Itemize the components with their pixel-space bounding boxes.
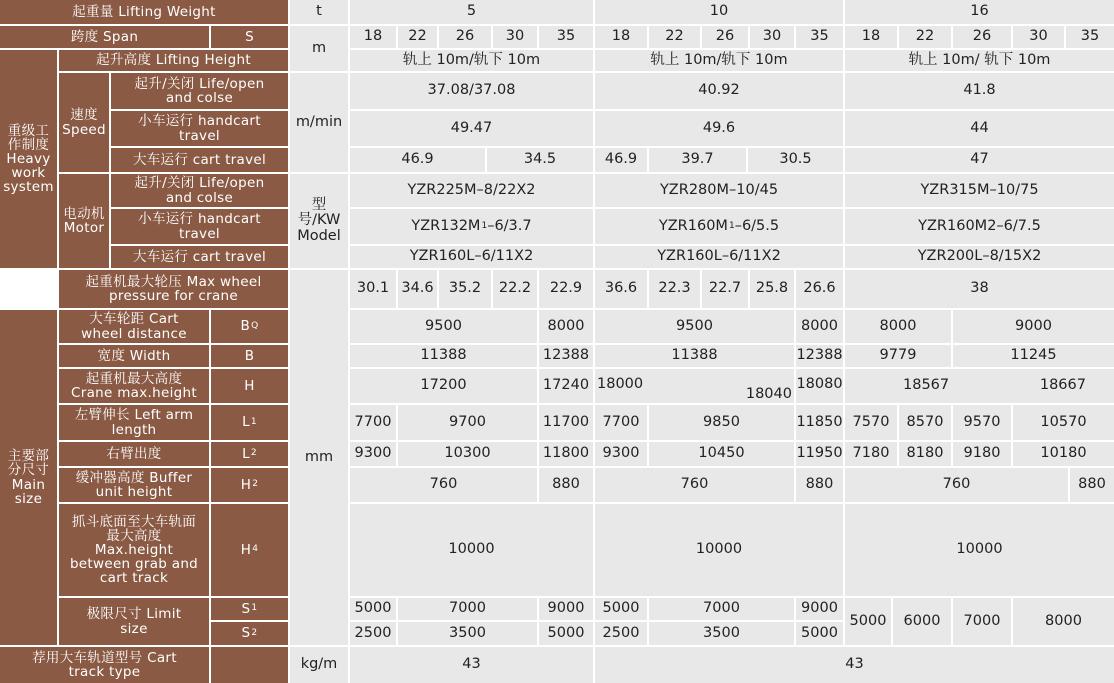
symbol-l2: L 2 <box>211 442 288 466</box>
s1-value: 9000 <box>539 598 593 620</box>
right-arm-value: 11950 <box>796 442 843 466</box>
buffer-value: 760 <box>350 468 537 502</box>
track-type-symbol <box>211 647 288 683</box>
main-size-label: 主要部 分尺寸 Main size <box>0 310 57 645</box>
crane-height-value-pair: 18567 18667 <box>845 369 1114 403</box>
wheel-pressure-value: 36.6 <box>595 270 647 308</box>
s-16t-value: 5000 <box>845 598 891 645</box>
motor-handcart-value: YZR160M2–6/7.5 <box>845 209 1114 244</box>
crane-height-value: 17240 <box>539 369 593 403</box>
heavy-work-system-label: 重级工 作制度 Heavy work system <box>0 50 57 268</box>
crane-height-value: 18080 <box>796 369 843 403</box>
span-value: 30 <box>750 26 794 48</box>
span-value: 26 <box>439 26 491 48</box>
right-arm-value: 10450 <box>649 442 794 466</box>
right-arm-value: 10300 <box>398 442 537 466</box>
buffer-value: 880 <box>796 468 843 502</box>
span-value: 22 <box>398 26 437 48</box>
speed-handcart-value: 44 <box>845 111 1114 146</box>
right-arm-value: 11800 <box>539 442 593 466</box>
span-value: 18 <box>595 26 647 48</box>
left-arm-value: 9850 <box>649 405 794 440</box>
left-arm-value: 7700 <box>350 405 396 440</box>
wheel-pressure-value: 30.1 <box>350 270 396 308</box>
s2-value: 2500 <box>595 622 647 645</box>
motor-cart-value: YZR160L–6/11X2 <box>595 246 843 268</box>
capacity-header: 16 <box>845 0 1114 24</box>
speed-cart-value: 47 <box>845 148 1114 172</box>
speed-cart-value: 46.9 <box>350 148 485 172</box>
left-arm-value: 9570 <box>953 405 1011 440</box>
left-arm-value: 8570 <box>899 405 951 440</box>
span-value: 22 <box>899 26 951 48</box>
speed-handcart-label: 小车运行 handcart travel <box>111 111 288 146</box>
track-type-value: 43 <box>350 647 593 683</box>
wheel-pressure-label: 起重机最大轮压 Max wheel pressure for crane <box>59 270 288 308</box>
left-arm-value: 10570 <box>1013 405 1114 440</box>
buffer-value: 880 <box>1070 468 1114 502</box>
width-value: 12388 <box>539 345 593 367</box>
symbol-b: B <box>211 345 288 367</box>
right-arm-value: 9300 <box>350 442 396 466</box>
right-arm-value: 9300 <box>595 442 647 466</box>
span-label: 跨度 Span <box>0 26 209 48</box>
grab-height-value: 10000 <box>595 504 843 596</box>
s-16t-value: 8000 <box>1013 598 1114 645</box>
right-arm-value: 8180 <box>899 442 951 466</box>
capacity-header: 5 <box>350 0 593 24</box>
symbol-s1: S 1 <box>211 598 288 620</box>
grab-height-value: 10000 <box>350 504 593 596</box>
symbol-h2: H 2 <box>211 468 288 502</box>
motor-cart-value: YZR200L–8/15X2 <box>845 246 1114 268</box>
lift-height-value: 轨上 10m/轨下 10m <box>350 50 593 71</box>
left-arm-value: 9700 <box>398 405 537 440</box>
wheel-distance-value: 9500 <box>595 310 794 343</box>
wheel-pressure-value: 25.8 <box>750 270 794 308</box>
right-arm-value: 10180 <box>1013 442 1114 466</box>
wheel-pressure-value: 34.6 <box>398 270 437 308</box>
right-arm-value: 9180 <box>953 442 1011 466</box>
wheel-distance-value: 8000 <box>845 310 951 343</box>
buffer-value: 760 <box>595 468 794 502</box>
wheel-distance-value: 8000 <box>539 310 593 343</box>
s-16t-value: 7000 <box>953 598 1011 645</box>
speed-label: 速度 Speed <box>59 73 109 172</box>
motor-lift-label: 起升/关闭 Life/open and colse <box>111 174 288 207</box>
s1-value: 5000 <box>595 598 647 620</box>
left-arm-value: 11850 <box>796 405 843 440</box>
wheel-pressure-value: 22.7 <box>702 270 748 308</box>
lifting-height-label: 起升高度 Lifting Height <box>59 50 288 71</box>
unit-mm: mm <box>290 270 348 645</box>
width-value: 11388 <box>350 345 537 367</box>
motor-lift-value: YZR280M–10/45 <box>595 174 843 207</box>
wheel-pressure-value: 35.2 <box>439 270 491 308</box>
width-value: 12388 <box>796 345 843 367</box>
symbol-s2: S 2 <box>211 622 288 645</box>
unit-t: t <box>290 0 348 24</box>
unit-model: 型号/KW Model <box>290 174 348 268</box>
span-value: 35 <box>1066 26 1114 48</box>
motor-cart-value: YZR160L–6/11X2 <box>350 246 593 268</box>
speed-handcart-value: 49.6 <box>595 111 843 146</box>
s2-value: 5000 <box>796 622 843 645</box>
speed-cart-label: 大车运行 cart travel <box>111 148 288 172</box>
motor-handcart-value: YZR132M 1 –6/3.7 <box>350 209 593 244</box>
speed-lift-value: 41.8 <box>845 73 1114 109</box>
span-value: 35 <box>796 26 843 48</box>
width-value: 11245 <box>953 345 1114 367</box>
buffer-value: 760 <box>845 468 1068 502</box>
s1-value: 5000 <box>350 598 396 620</box>
right-arm-label: 右臂出度 <box>59 442 209 466</box>
speed-lift-value: 40.92 <box>595 73 843 109</box>
span-value: 18 <box>845 26 897 48</box>
motor-handcart-label: 小车运行 handcart travel <box>111 209 288 244</box>
s-16t-value: 6000 <box>893 598 951 645</box>
limit-size-label: 极限尺寸 Limit size <box>59 598 209 645</box>
s2-value: 5000 <box>539 622 593 645</box>
lifting-weight-label: 起重量 Lifting Weight <box>0 0 288 24</box>
wheel-pressure-value: 26.6 <box>796 270 843 308</box>
symbol-h4: H 4 <box>211 504 288 596</box>
right-arm-value: 7180 <box>845 442 897 466</box>
motor-lift-value: YZR225M–8/22X2 <box>350 174 593 207</box>
buffer-height-label: 缓冲器高度 Buffer unit height <box>59 468 209 502</box>
wheel-distance-label: 大车轮距 Cart wheel distance <box>59 310 209 343</box>
track-type-value: 43 <box>595 647 1114 683</box>
motor-handcart-value: YZR160M 1 –6/5.5 <box>595 209 843 244</box>
span-value: 26 <box>702 26 748 48</box>
symbol-h: H <box>211 369 288 403</box>
s2-value: 3500 <box>398 622 537 645</box>
s1-value: 7000 <box>649 598 794 620</box>
speed-lift-value: 37.08/37.08 <box>350 73 593 109</box>
wheel-distance-value: 8000 <box>796 310 843 343</box>
unit-m: m <box>290 26 348 71</box>
motor-lift-value: YZR315M–10/75 <box>845 174 1114 207</box>
speed-cart-value: 46.9 <box>595 148 647 172</box>
wheel-distance-value: 9500 <box>350 310 537 343</box>
left-arm-label: 左臂伸长 Left arm length <box>59 405 209 440</box>
speed-handcart-value: 49.47 <box>350 111 593 146</box>
motor-label: 电动机 Motor <box>59 174 109 268</box>
crane-height-value-pair: 18000 18040 <box>595 369 794 403</box>
left-arm-value: 7570 <box>845 405 897 440</box>
span-value: 35 <box>539 26 593 48</box>
wheel-distance-value: 9000 <box>953 310 1114 343</box>
symbol-bq: B Q <box>211 310 288 343</box>
wheel-pressure-value: 22.2 <box>493 270 537 308</box>
span-value: 26 <box>953 26 1011 48</box>
wheel-pressure-value: 38 <box>845 270 1114 308</box>
speed-lift-label: 起升/关闭 Life/open and colse <box>111 73 288 109</box>
speed-cart-value: 39.7 <box>649 148 746 172</box>
motor-cart-label: 大车运行 cart travel <box>111 246 288 268</box>
grab-height-value: 10000 <box>845 504 1114 596</box>
wheel-pressure-value: 22.3 <box>649 270 700 308</box>
span-value: 30 <box>1013 26 1064 48</box>
capacity-header: 10 <box>595 0 843 24</box>
symbol-l1: L 1 <box>211 405 288 440</box>
wheel-pressure-value: 22.9 <box>539 270 593 308</box>
s2-value: 2500 <box>350 622 396 645</box>
lift-height-value: 轨上 10m/ 轨下 10m <box>845 50 1114 71</box>
s2-value: 3500 <box>649 622 794 645</box>
left-arm-value: 7700 <box>595 405 647 440</box>
span-value: 18 <box>350 26 396 48</box>
crane-height-value: 17200 <box>350 369 537 403</box>
span-value: 22 <box>649 26 700 48</box>
width-value: 11388 <box>595 345 794 367</box>
span-value: 30 <box>493 26 537 48</box>
s1-value: 7000 <box>398 598 537 620</box>
left-arm-value: 11700 <box>539 405 593 440</box>
width-value: 9779 <box>845 345 951 367</box>
crane-height-label: 起重机最大高度 Crane max.height <box>59 369 209 403</box>
grab-height-label: 抓斗底面至大车轨面 最大高度 Max.height between grab and cart track <box>59 504 209 596</box>
speed-cart-value: 34.5 <box>487 148 593 172</box>
width-label: 宽度 Width <box>59 345 209 367</box>
unit-m-min: m/min <box>290 73 348 172</box>
track-type-label: 荐用大车轨道型号 Cart track type <box>0 647 209 683</box>
lift-height-value: 轨上 10m/轨下 10m <box>595 50 843 71</box>
buffer-value: 880 <box>539 468 593 502</box>
span-symbol: S <box>211 26 288 48</box>
speed-cart-value: 30.5 <box>748 148 843 172</box>
unit-kg-m: kg/m <box>290 647 348 683</box>
s1-value: 9000 <box>796 598 843 620</box>
